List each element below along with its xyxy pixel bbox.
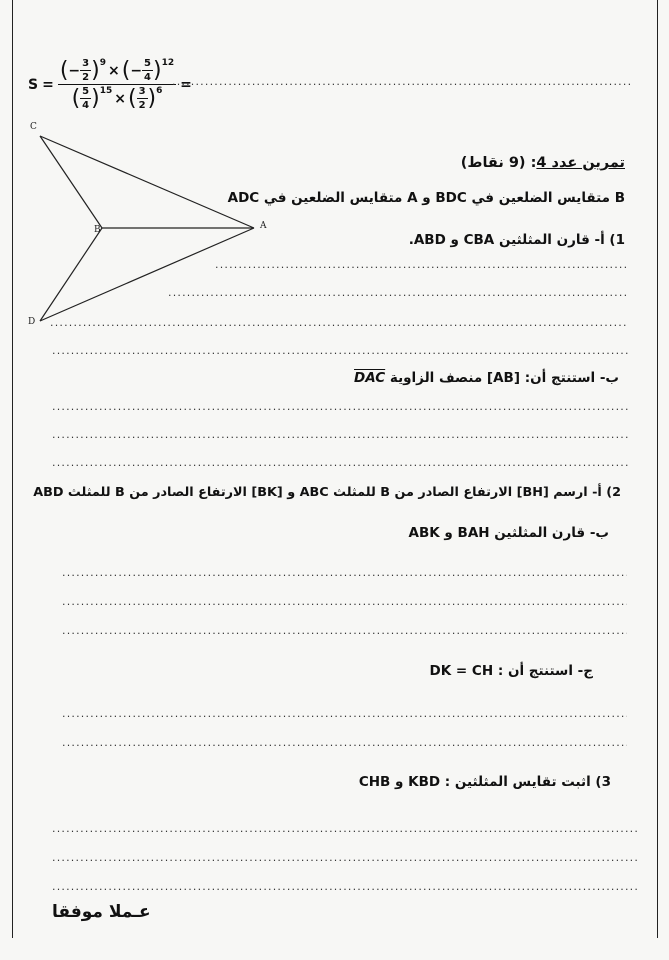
answer-dots-2b-1: [62, 566, 627, 580]
answer-dots-2b-3: [62, 624, 627, 638]
edge-ca: [40, 136, 254, 228]
question-2b: ب- قارن المثلثين BAH و ABK: [408, 525, 609, 541]
question-3: 3) اثبت تقايس المثلثين : KBD و CHB: [358, 774, 611, 790]
label-b: B: [94, 225, 101, 235]
answer-dots-2c-2: [62, 736, 627, 750]
formula-equals: =: [42, 76, 54, 93]
answer-dots-1a-2: [168, 286, 628, 300]
answer-dots-1b-3: [52, 456, 630, 470]
exercise-statement: ADC متقايس الضلعين في A و BDC متقايس الضلعين في B: [227, 190, 625, 206]
question-1b: ب- استنتج أن: [AB] منصف الزاوية DAC: [354, 370, 619, 386]
formula-equals-2: =: [180, 76, 192, 93]
question-1a: 1) أ- قارن المثلثين CBA و ABD.: [408, 232, 625, 248]
answer-dots-1a-4: [52, 344, 630, 358]
formula: [28, 58, 192, 111]
answer-dots-1b-1: [52, 400, 630, 414]
label-c: C: [30, 122, 37, 132]
answer-dots-3-3: [52, 880, 640, 894]
answer-dots-formula: [172, 75, 632, 89]
exercise-title: تمرين عدد 4: (9 نقاط): [460, 155, 625, 171]
answer-dots-1b-2: [52, 428, 630, 442]
answer-dots-3-2: [52, 851, 640, 865]
main-fraction: ( − $\frac{3}{2}$ ) 9 × ( − $\frac{5}{4}$ ) 12 ( $\frac{5}{4}$ ) 15 × ( $\frac{3}{2}$ ) 6: [59, 58, 175, 111]
label-a: A: [260, 221, 267, 231]
question-2a: 2) أ- ارسم [BH] الارتفاع الصادر من B للمثلث ABC و [BK] الارتفاع الصادر من B للمثلث ABD: [33, 485, 621, 500]
angle-dac: DAC: [354, 370, 386, 386]
footer-greeting: عـملا موفقا: [52, 902, 151, 922]
answer-dots-1a-3: [50, 316, 628, 330]
question-2c: ج- استنتج أن : DK = CH: [429, 663, 593, 679]
answer-dots-2c-1: [62, 707, 627, 721]
answer-dots-3-1: [52, 822, 640, 836]
formula-lhs: S: [28, 76, 39, 93]
label-d: D: [28, 317, 36, 327]
answer-dots-2b-2: [62, 595, 627, 609]
edge-da: [40, 228, 254, 321]
answer-dots-1a-1: [215, 258, 628, 272]
